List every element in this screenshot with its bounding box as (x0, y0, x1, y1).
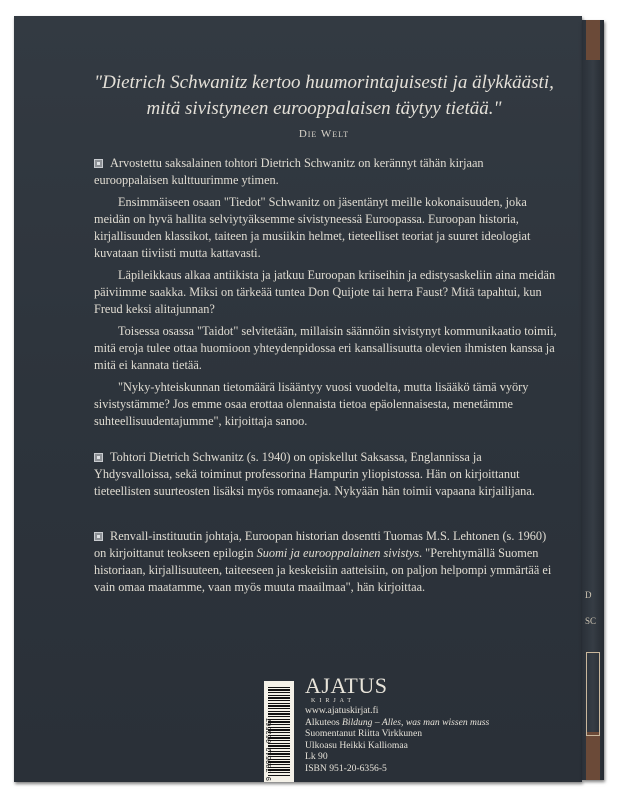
spine-text: D (585, 590, 592, 600)
blurb-paragraph: Arvostettu saksalainen tohtori Dietrich Schwanitz on kerännyt tähän kirjaan eurooppalaisen kulttuurimme ytimen. (94, 156, 484, 187)
blurb-section-1 (94, 155, 560, 435)
designer: Ulkoasu Heikki Kalliomaa (305, 739, 408, 751)
blurb-paragraph: Toisessa osassa "Taidot" selvitetään, millaisin säännöin sivistynyt kommunikaatio toimii, mitä eroja tulee ottaa huomioon yhteydenpidossa eri kansallisuutta olevien ihmisten kanssa ja mitä ei kannata tietää. (94, 324, 557, 372)
blurb-paragraph: Läpileikkaus alkaa antiikista ja jatkuu Euroopan kriiseihin ja edistysaskeliin aina meidän päiviimme saakka. Miksi on tärkeää tuntea Don Quijote tai herra Faust? Mitä tapahtui, kun Freud keksi alitajunnan? (94, 268, 556, 316)
original-title: Alkuteos Bildung – Alles, was man wissen muss (305, 716, 490, 728)
bullet-icon (94, 453, 103, 462)
back-cover (14, 16, 582, 782)
publisher-website: www.ajatuskirjat.fi (305, 705, 379, 716)
publisher-imprint (305, 675, 489, 775)
barcode (264, 681, 294, 782)
publisher-logo-sub: KIRJAT (311, 698, 356, 704)
quote-line-2: mitä sivistyneen eurooppalaisen täytyy tietää." (146, 98, 502, 119)
blurb-paragraph: Ensimmäiseen osaan "Tiedot" Schwanitz on jäsentänyt meille kokonaisuuden, joka meidän on hyvä hallita selviytyäksemme sivistyneessä Euroopassa. Euroopan historia, kirjallisuuden klassikot, taiteen ja musiikin helmet, tieteelliset teoriat ja suuret ideologiat kuvataan tiiviisti mutta kattavasti. (94, 195, 531, 260)
isbn: ISBN 951-20-6356-5 (305, 762, 387, 774)
book-spine (582, 20, 604, 780)
quote-source: Die Welt (298, 128, 350, 140)
blurb-paragraph: "Nyky-yhteiskunnan tietomäärä lisääntyy vuosi vuodelta, mutta lisääkö tämä vyöry sivistystämme? Jos emme osaa erottaa olennaista tietoa epäolennaisesta, menetämme suhteellisuudentajumme", kirjoittaja sanoo. (94, 380, 529, 428)
epilogue-note: Renvall-instituutin johtaja, Euroopan historian dosentti Tuomas M.S. Lehtonen (s. 1960) on kirjoittanut teokseen epilogin Suomi ja eurooppalainen sivistys. "Perehtymällä Suomen historiaan, kirjallisuuteen, taiteeseen ja keskeisiin aatteisiin, on paljon helpompi ymmärtää ei vain omaa maatamme, vaan myös muuta maailmaa", hän kirjoittaa. (94, 529, 552, 594)
epilogue-title: Suomi ja eurooppalainen sivistys (256, 546, 420, 560)
author-bio (94, 449, 560, 505)
bullet-icon (94, 532, 103, 541)
bullet-icon (94, 159, 103, 168)
publisher-logo: AJATUS (305, 673, 388, 698)
translator: Suomentanut Riitta Virkkunen (305, 728, 423, 740)
spine-accent (586, 732, 600, 780)
quote (84, 70, 564, 122)
quote-line-1: "Dietrich Schwanitz kertoo huumorintajuisesti ja älykkäästi, (94, 72, 554, 93)
spine-frame (586, 652, 600, 736)
author-bio-text: Tohtori Dietrich Schwanitz (s. 1940) on opiskellut Saksassa, Englannissa ja Yhdysvalloissa, sekä toiminut professorina Hampurin yliopistossa. Hän on kirjoittanut tieteellisten suurteosten lisäksi myös romaaneja. Nykyään hän toimii vapaana kirjailijana. (94, 450, 535, 498)
classification: Lk 90 (305, 751, 328, 763)
barcode-number: 9 789512 063567 (266, 717, 274, 781)
spine-accent (586, 20, 600, 60)
spine-text: SC (585, 616, 597, 626)
